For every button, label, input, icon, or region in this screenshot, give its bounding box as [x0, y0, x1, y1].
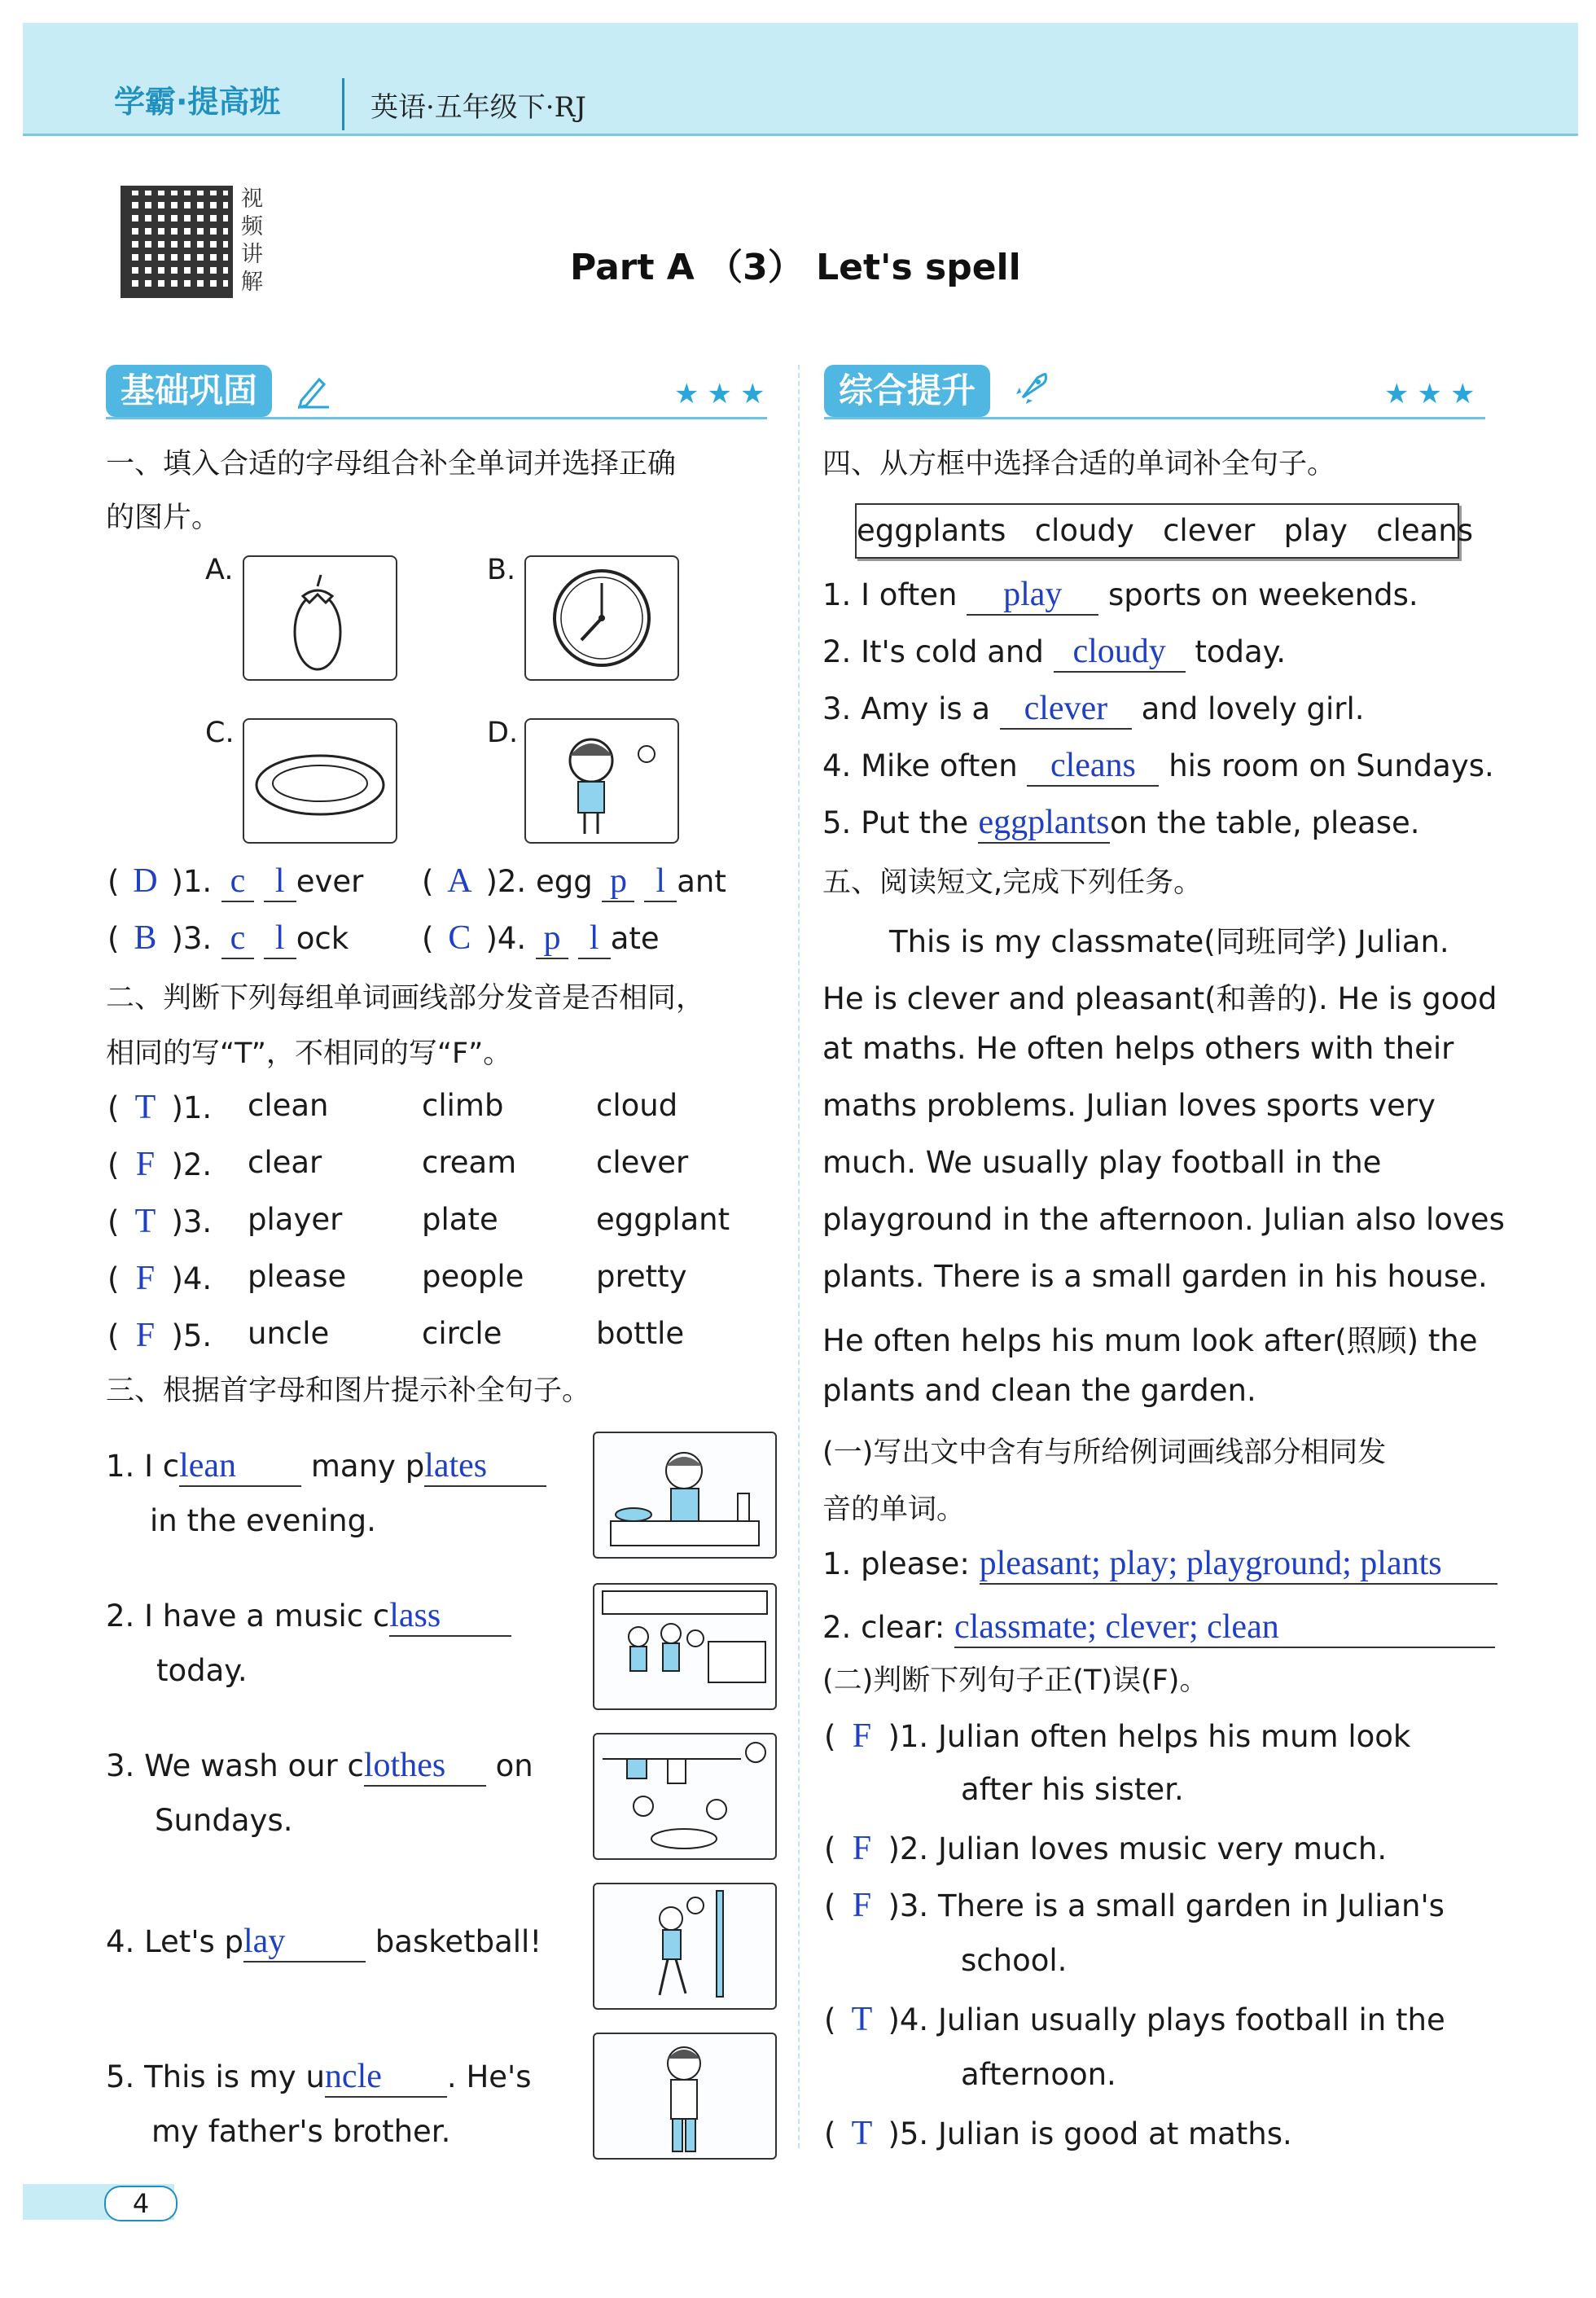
answer-blank[interactable]: D — [133, 862, 158, 900]
fill-blank[interactable]: cleans — [1027, 746, 1159, 787]
answer-blank[interactable]: T — [134, 1089, 156, 1126]
qr-code[interactable] — [121, 186, 233, 298]
answer-blank[interactable]: F — [135, 1146, 156, 1183]
q2-word: circle — [422, 1316, 502, 1351]
answer-blank[interactable]: T — [134, 1203, 156, 1240]
q3-item-1: 1. I clean many plates — [106, 1446, 546, 1487]
part1-item: 1. please: pleasant; play; playground; plants — [822, 1544, 1497, 1585]
passage-line: maths problems. Julian loves sports very — [822, 1088, 1436, 1123]
word-box — [855, 503, 1474, 559]
q2-word: climb — [422, 1088, 504, 1123]
q2-word: clever — [596, 1145, 689, 1180]
page-title: Part A （3） Let's spell — [570, 247, 1021, 288]
fill-blank[interactable]: cloudy — [1054, 632, 1186, 673]
passage-line: much. We usually play football in the — [822, 1145, 1382, 1180]
fill-blank[interactable]: eggplants — [978, 803, 1110, 844]
option-image-eggplant[interactable] — [243, 555, 397, 681]
q4-item: 3. Amy is a clever and lovely girl. — [822, 689, 1365, 730]
section-rule — [106, 417, 767, 419]
rocket-icon — [1013, 370, 1050, 407]
q2-row: ( F )5. — [107, 1317, 213, 1354]
q2-row: ( F )4. — [107, 1260, 213, 1297]
q3-line2: in the evening. — [150, 1503, 376, 1538]
q1-item-3: ( B )3. c l ock — [107, 919, 349, 959]
part2-item-line2: afternoon. — [961, 2057, 1116, 2092]
difficulty-stars: ★★★ — [1384, 378, 1484, 410]
option-image-boy[interactable] — [524, 718, 679, 844]
fill-blank[interactable]: ncle — [325, 2057, 447, 2098]
q2-word: pretty — [596, 1259, 687, 1294]
q2-row: ( T )1. — [107, 1089, 213, 1126]
answer-blank[interactable]: F — [135, 1317, 156, 1354]
picture-uncle — [593, 2033, 777, 2160]
option-label: A. — [205, 554, 234, 586]
picture-washing-plates — [593, 1432, 777, 1559]
fill-blank[interactable]: l — [264, 919, 296, 959]
q2-word: clean — [248, 1088, 329, 1123]
fill-blank[interactable]: c — [221, 862, 254, 902]
header-divider — [342, 78, 344, 130]
q5-instruction: 五、阅读短文,完成下列任务。 — [822, 866, 1203, 899]
part2-item: ( T )4. Julian usually plays football in the — [824, 2001, 1445, 2038]
q1-instruction-line2: 的图片。 — [106, 502, 221, 534]
book-title: 英语·五年级下·RJ — [370, 91, 586, 124]
fill-blank[interactable]: lass — [389, 1596, 511, 1637]
q2-instruction-line2: 相同的写“T”，不相同的写“F”。 — [106, 1037, 512, 1070]
section-rule — [824, 417, 1485, 419]
q2-word: please — [248, 1259, 347, 1294]
passage-line: at maths. He often helps others with their — [822, 1031, 1454, 1066]
q2-word: people — [422, 1259, 524, 1294]
q4-item: 4. Mike often cleans his room on Sundays. — [822, 746, 1494, 787]
answer-blank[interactable]: A — [447, 862, 472, 900]
part1-item: 2. clear: classmate; clever; clean — [822, 1607, 1495, 1648]
difficulty-stars: ★★★ — [674, 378, 774, 410]
q1-item-4: ( C )4. p l ate — [422, 919, 660, 959]
passage-line: He is clever and pleasant(和善的). He is good — [822, 981, 1497, 1016]
answer-blank[interactable]: B — [134, 919, 157, 957]
picture-basketball — [593, 1883, 777, 2010]
passage-line: He often helps his mum look after(照顾) the — [822, 1323, 1478, 1358]
fill-blank[interactable]: lates — [424, 1446, 546, 1487]
passage-line: plants. There is a small garden in his house. — [822, 1259, 1488, 1294]
part2-item: ( T )5. Julian is good at maths. — [824, 2115, 1292, 2152]
passage-line: playground in the afternoon. Julian also loves — [822, 1202, 1505, 1237]
q4-item: 2. It's cold and cloudy today. — [822, 632, 1286, 673]
q2-row: ( T )3. — [107, 1203, 213, 1240]
q1-item-2: ( A )2. egg p l ant — [422, 862, 726, 902]
section-banner-basic: 基础巩固 — [106, 365, 272, 417]
q2-word: player — [248, 1202, 343, 1237]
brand-logo: 学霸·提高班 — [114, 84, 281, 120]
option-label: D. — [487, 717, 519, 749]
q2-word: clear — [248, 1145, 322, 1180]
fill-blank[interactable]: lothes — [364, 1746, 486, 1787]
part2-item-line2: after his sister. — [961, 1772, 1184, 1807]
answer-blank[interactable]: F — [135, 1260, 156, 1297]
q2-word: bottle — [596, 1316, 685, 1351]
fill-blank[interactable]: pleasant; play; playground; plants — [980, 1544, 1497, 1585]
q3-line2: today. — [156, 1653, 248, 1688]
fill-blank[interactable]: l — [644, 862, 677, 902]
option-image-clock[interactable] — [524, 555, 679, 681]
q2-word: cloud — [596, 1088, 678, 1123]
section-banner-advanced: 综合提升 — [824, 365, 990, 417]
option-label: B. — [487, 554, 516, 586]
q3-line2: my father's brother. — [151, 2114, 451, 2149]
option-label: C. — [205, 717, 235, 749]
fill-blank[interactable]: classmate; clever; clean — [954, 1607, 1495, 1648]
fill-blank[interactable]: lean — [179, 1446, 301, 1487]
q1-instruction-line1: 一、填入合适的字母组合补全单词并选择正确 — [106, 448, 677, 480]
answer-blank[interactable]: F — [852, 1887, 872, 1924]
qr-label: 视频讲解 — [241, 186, 263, 295]
picture-washing-clothes — [593, 1733, 777, 1860]
q4-item: 5. Put the eggplantson the table, please. — [822, 803, 1420, 844]
passage-line: This is my classmate(同班同学) Julian. — [889, 924, 1449, 959]
q2-word: plate — [422, 1202, 498, 1237]
q3-item-3: 3. We wash our clothes on — [106, 1746, 533, 1787]
fill-blank[interactable]: l — [264, 862, 296, 902]
q1-item-1: ( D )1. c l ever — [107, 862, 363, 902]
q2-word: uncle — [248, 1316, 330, 1351]
part2-title: (二)判断下列句子正(T)误(F)。 — [822, 1664, 1208, 1697]
q3-line2: Sundays. — [155, 1803, 293, 1838]
word-box-words: eggplants cloudy clever play cleans — [857, 513, 1474, 548]
q4-item: 1. I often play sports on weekends. — [822, 575, 1418, 616]
fill-blank[interactable]: clever — [1000, 689, 1132, 730]
q4-instruction: 四、从方框中选择合适的单词补全句子。 — [822, 448, 1336, 480]
fill-blank[interactable]: l — [578, 919, 611, 959]
part1-instruction-line1: (一)写出文中含有与所给例词画线部分相同发 — [822, 1436, 1387, 1469]
answer-blank[interactable]: F — [852, 1717, 872, 1755]
q2-instruction-line1: 二、判断下列每组单词画线部分发音是否相同， — [106, 982, 705, 1015]
q3-instruction: 三、根据首字母和图片提示补全句子。 — [106, 1375, 591, 1407]
answer-blank[interactable]: T — [851, 2001, 873, 2038]
part2-item: ( F )2. Julian loves music very much. — [824, 1830, 1388, 1867]
q3-item-4: 4. Let's play basketball! — [106, 1922, 542, 1963]
page-number: 4 — [104, 2186, 178, 2221]
q3-item-5: 5. This is my uncle . He's — [106, 2057, 531, 2098]
column-divider — [798, 365, 801, 2148]
q3-item-2: 2. I have a music class — [106, 1596, 511, 1637]
q2-word: cream — [422, 1145, 517, 1180]
picture-music-class — [593, 1583, 777, 1710]
q2-row: ( F )2. — [107, 1146, 213, 1183]
fill-blank[interactable]: c — [221, 919, 254, 959]
part2-item: ( F )1. Julian often helps his mum look — [824, 1717, 1411, 1755]
part1-instruction-line2: 音的单词。 — [822, 1493, 966, 1526]
fill-blank[interactable]: p — [536, 919, 568, 959]
q2-word: eggplant — [596, 1202, 730, 1237]
part2-item: ( F )3. There is a small garden in Julian's — [824, 1887, 1445, 1924]
answer-blank[interactable]: C — [448, 919, 471, 957]
passage-line: plants and clean the garden. — [822, 1373, 1256, 1408]
answer-blank[interactable]: T — [851, 2115, 873, 2152]
option-image-plate[interactable] — [243, 718, 397, 844]
part2-item-line2: school. — [961, 1943, 1068, 1978]
answer-blank[interactable]: F — [852, 1830, 872, 1867]
fill-blank[interactable]: play — [967, 575, 1098, 616]
pencil-icon — [295, 371, 332, 409]
fill-blank[interactable]: p — [602, 862, 634, 902]
fill-blank[interactable]: lay — [243, 1922, 366, 1963]
